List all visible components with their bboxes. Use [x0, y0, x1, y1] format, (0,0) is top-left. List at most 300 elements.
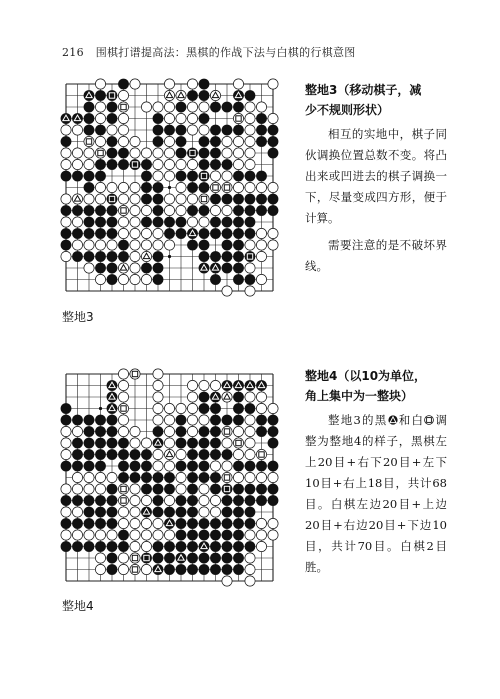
black-stone — [256, 205, 267, 216]
black-stone — [199, 472, 210, 483]
white-stone — [187, 415, 197, 425]
black-stone — [233, 461, 244, 472]
star-point — [168, 255, 171, 258]
white-stone — [72, 125, 82, 135]
white-stone — [245, 148, 255, 158]
black-stone — [84, 113, 95, 124]
white-stone — [187, 125, 197, 135]
black-stone — [153, 194, 164, 205]
white-stone — [268, 113, 278, 123]
white-stone — [118, 136, 128, 146]
black-stone — [107, 541, 118, 552]
white-stone — [233, 136, 243, 146]
black-stone — [107, 194, 118, 205]
black-stone — [199, 240, 210, 251]
section-3-title — [305, 80, 447, 120]
black-stone — [141, 472, 152, 483]
black-stone — [118, 148, 129, 159]
white-stone — [245, 113, 255, 123]
black-stone — [95, 518, 106, 529]
black-stone — [153, 251, 164, 262]
white-stone — [164, 159, 174, 169]
white-stone — [233, 449, 243, 459]
white-stone — [141, 564, 151, 574]
white-stone — [84, 530, 94, 540]
white-stone — [72, 159, 82, 169]
black-stone — [199, 113, 210, 124]
page-header — [62, 44, 356, 60]
white-stone — [153, 380, 163, 390]
white-stone — [222, 426, 232, 436]
black-stone — [118, 438, 129, 449]
black-stone — [199, 553, 210, 564]
white-stone — [256, 251, 266, 261]
black-stone — [210, 274, 221, 285]
white-stone — [164, 403, 174, 413]
black-stone — [107, 251, 118, 262]
black-stone — [268, 495, 279, 506]
black-stone — [210, 426, 221, 437]
black-stone — [187, 541, 198, 552]
white-stone — [199, 507, 209, 517]
white-stone — [256, 240, 266, 250]
black-stone — [245, 274, 256, 285]
black-stone — [107, 518, 118, 529]
white-stone — [268, 472, 278, 482]
white-stone — [187, 392, 197, 402]
white-stone — [130, 369, 140, 379]
black-stone — [210, 136, 221, 147]
black-stone — [222, 125, 233, 136]
black-stone — [233, 125, 244, 136]
white-stone — [153, 102, 163, 112]
white-stone — [210, 171, 220, 181]
black-stone — [233, 553, 244, 564]
white-stone — [130, 217, 140, 227]
white-stone — [187, 159, 197, 169]
black-stone — [233, 194, 244, 205]
white-stone — [130, 148, 140, 158]
white-stone — [164, 171, 174, 181]
white-stone — [164, 79, 174, 89]
black-stone — [84, 102, 95, 113]
black-stone — [176, 415, 187, 426]
white-stone — [61, 438, 71, 448]
white-stone — [245, 438, 255, 448]
white-stone — [130, 136, 140, 146]
white-stone — [164, 136, 174, 146]
black-stone — [118, 541, 129, 552]
white-stone — [176, 182, 186, 192]
white-stone — [118, 403, 128, 413]
white-stone — [72, 148, 82, 158]
black-stone — [222, 102, 233, 113]
black-stone — [233, 392, 244, 403]
black-stone — [256, 194, 267, 205]
black-stone — [72, 228, 83, 239]
black-stone — [107, 102, 118, 113]
white-stone — [164, 240, 174, 250]
white-stone — [164, 495, 174, 505]
white-stone — [153, 518, 163, 528]
section-3-title-line2: 少不规则形状） — [305, 103, 390, 117]
black-stone — [233, 403, 244, 414]
white-stone — [245, 263, 255, 273]
black-stone — [118, 530, 129, 541]
black-stone — [233, 217, 244, 228]
black-stone — [95, 228, 106, 239]
white-stone — [61, 507, 71, 517]
black-stone — [210, 564, 221, 575]
white-stone — [118, 484, 128, 494]
section-4-text — [305, 366, 447, 584]
white-stone — [233, 113, 243, 123]
black-stone — [164, 507, 175, 518]
white-stone — [210, 461, 220, 471]
black-stone — [176, 217, 187, 228]
white-stone — [153, 369, 163, 379]
black-stone — [176, 136, 187, 147]
white-stone — [210, 182, 220, 192]
black-stone — [199, 148, 210, 159]
white-stone — [245, 530, 255, 540]
white-stone — [176, 484, 186, 494]
white-stone — [95, 148, 105, 158]
black-stone — [61, 403, 72, 414]
black-stone — [176, 507, 187, 518]
section-4-text-mid: 和白 — [397, 413, 425, 427]
white-stone — [61, 251, 71, 261]
black-stone — [153, 125, 164, 136]
black-stone — [233, 507, 244, 518]
black-stone — [130, 461, 141, 472]
black-stone — [84, 426, 95, 437]
white-stone — [222, 148, 232, 158]
white-stone — [118, 518, 128, 528]
black-stone — [141, 194, 152, 205]
white-stone — [72, 217, 82, 227]
white-stone — [130, 426, 140, 436]
black-stone — [118, 79, 129, 90]
white-stone — [141, 228, 151, 238]
white-stone — [245, 576, 255, 586]
black-stone — [268, 461, 279, 472]
black-stone — [210, 530, 221, 541]
black-stone — [245, 171, 256, 182]
section-4-title-line2: 角上集中为一整块） — [305, 389, 414, 403]
black-stone — [268, 426, 279, 437]
white-stone — [141, 438, 151, 448]
black-stone — [256, 136, 267, 147]
white-stone — [187, 380, 197, 390]
white-stone — [222, 136, 232, 146]
black-stone — [256, 125, 267, 136]
white-stone — [245, 472, 255, 482]
white-stone — [130, 240, 140, 250]
black-stone — [222, 159, 233, 170]
white-stone — [107, 182, 117, 192]
white-stone — [199, 102, 209, 112]
black-stone — [222, 484, 233, 495]
black-stone — [95, 495, 106, 506]
section-4-text-start: 整地3的黑 — [328, 413, 388, 427]
white-stone — [118, 113, 128, 123]
white-stone — [164, 415, 174, 425]
white-stone — [141, 102, 151, 112]
black-stone — [233, 530, 244, 541]
black-stone — [233, 518, 244, 529]
black-stone — [130, 449, 141, 460]
black-stone — [72, 205, 83, 216]
black-stone — [233, 495, 244, 506]
white-stone — [153, 415, 163, 425]
black-stone — [164, 564, 175, 575]
black-stone — [268, 136, 279, 147]
section-3-text — [305, 80, 447, 283]
white-stone — [118, 495, 128, 505]
white-stone — [164, 461, 174, 471]
white-stone — [95, 182, 105, 192]
black-stone — [176, 171, 187, 182]
black-stone — [210, 518, 221, 529]
white-stone — [245, 240, 255, 250]
black-stone — [107, 205, 118, 216]
white-stone — [164, 148, 174, 158]
black-stone — [176, 518, 187, 529]
black-stone — [256, 426, 267, 437]
white-stone — [141, 205, 151, 215]
black-stone — [72, 518, 83, 529]
black-stone — [187, 171, 198, 182]
white-stone — [153, 530, 163, 540]
white-stone — [130, 274, 140, 284]
black-stone — [118, 251, 129, 262]
white-stone — [153, 159, 163, 169]
black-stone — [256, 415, 267, 426]
white-stone — [176, 403, 186, 413]
white-stone — [245, 182, 255, 192]
white-stone — [199, 495, 209, 505]
white-stone — [61, 159, 71, 169]
white-stone — [61, 125, 71, 135]
white-stone — [176, 194, 186, 204]
black-stone — [84, 251, 95, 262]
black-stone — [153, 472, 164, 483]
white-stone — [256, 472, 266, 482]
black-stone — [95, 263, 106, 274]
black-stone — [164, 484, 175, 495]
black-stone — [210, 125, 221, 136]
white-stone — [222, 438, 232, 448]
black-stone — [222, 507, 233, 518]
black-stone — [245, 251, 256, 262]
black-stone — [187, 148, 198, 159]
white-stone — [153, 148, 163, 158]
white-stone — [153, 449, 163, 459]
black-stone — [268, 148, 279, 159]
white-stone — [84, 240, 94, 250]
black-stone — [107, 136, 118, 147]
black-stone — [95, 541, 106, 552]
black-stone — [233, 415, 244, 426]
white-stone — [141, 530, 151, 540]
black-stone — [222, 415, 233, 426]
white-stone — [130, 182, 140, 192]
black-stone — [199, 426, 210, 437]
white-stone — [118, 380, 128, 390]
black-stone — [141, 159, 152, 170]
white-stone — [187, 426, 197, 436]
black-stone — [107, 217, 118, 228]
black-stone — [256, 484, 267, 495]
black-stone — [256, 171, 267, 182]
black-stone — [210, 228, 221, 239]
black-stone — [164, 217, 175, 228]
black-stone — [118, 240, 129, 251]
go-board-1-svg — [60, 78, 279, 297]
black-stone — [72, 461, 83, 472]
white-stone — [187, 403, 197, 413]
black-stone — [95, 217, 106, 228]
white-stone — [210, 507, 220, 517]
white-stone — [130, 495, 140, 505]
white-stone — [153, 171, 163, 181]
black-stone — [141, 182, 152, 193]
black-stone — [199, 449, 210, 460]
white-stone — [118, 553, 128, 563]
section-4-title — [305, 366, 447, 406]
black-stone — [141, 263, 152, 274]
black-stone — [141, 484, 152, 495]
black-stone — [130, 472, 141, 483]
section-3-paragraph-2: 需要注意的是不破坏界线。 — [305, 238, 447, 273]
black-stone — [153, 553, 164, 564]
black-stone — [107, 449, 118, 460]
white-stone — [118, 194, 128, 204]
white-stone — [164, 113, 174, 123]
black-stone — [141, 553, 152, 564]
white-stone — [61, 194, 71, 204]
black-stone — [245, 194, 256, 205]
white-stone — [118, 102, 128, 112]
white-stone — [130, 507, 140, 517]
black-stone — [176, 495, 187, 506]
black-stone — [256, 495, 267, 506]
black-stone — [245, 541, 256, 552]
black-stone — [176, 438, 187, 449]
black-stone — [153, 182, 164, 193]
white-stone — [153, 461, 163, 471]
black-stone — [233, 263, 244, 274]
black-stone — [84, 461, 95, 472]
white-stone — [130, 438, 140, 448]
white-stone — [84, 484, 94, 494]
white-stone — [222, 182, 232, 192]
black-stone — [222, 449, 233, 460]
white-stone — [72, 240, 82, 250]
white-stone — [233, 438, 243, 448]
white-stone — [164, 530, 174, 540]
black-stone — [199, 228, 210, 239]
black-stone — [176, 148, 187, 159]
black-stone — [153, 136, 164, 147]
white-stone — [141, 148, 151, 158]
white-stone — [199, 484, 209, 494]
black-stone — [72, 415, 83, 426]
white-stone — [256, 530, 266, 540]
white-stone — [72, 426, 82, 436]
white-stone — [199, 194, 209, 204]
black-triangle-stone-icon — [388, 415, 398, 425]
black-stone — [268, 125, 279, 136]
black-stone — [268, 205, 279, 216]
black-stone — [84, 205, 95, 216]
white-stone — [187, 113, 197, 123]
white-square-stone-icon — [424, 415, 434, 425]
black-stone — [187, 553, 198, 564]
white-stone — [61, 484, 71, 494]
white-stone — [268, 228, 278, 238]
black-stone — [222, 228, 233, 239]
black-stone — [118, 472, 129, 483]
white-stone — [84, 194, 94, 204]
black-stone — [222, 495, 233, 506]
white-stone — [141, 240, 151, 250]
black-stone — [187, 461, 198, 472]
black-stone — [199, 79, 210, 90]
white-stone — [164, 102, 174, 112]
black-stone — [210, 217, 221, 228]
black-stone — [107, 564, 118, 575]
black-stone — [268, 194, 279, 205]
white-stone — [176, 205, 186, 215]
black-stone — [245, 403, 256, 414]
white-stone — [268, 240, 278, 250]
go-board-2-svg — [60, 368, 279, 587]
white-stone — [95, 274, 105, 284]
white-stone — [245, 136, 255, 146]
white-stone — [84, 148, 94, 158]
white-stone — [233, 426, 243, 436]
black-stone — [187, 449, 198, 460]
black-stone — [107, 159, 118, 170]
black-stone — [95, 171, 106, 182]
white-stone — [153, 240, 163, 250]
black-stone — [72, 251, 83, 262]
white-stone — [118, 507, 128, 517]
white-stone — [187, 79, 197, 89]
section-3-paragraph-1: 相互的实地中，棋子同伙调换位置总数不变。将凸出来或凹进去的棋子调换一下，尽量变成四方形，便于计算。 — [305, 127, 447, 225]
black-stone — [95, 251, 106, 262]
black-stone — [61, 518, 72, 529]
black-stone — [95, 125, 106, 136]
white-stone — [187, 102, 197, 112]
white-stone — [95, 194, 105, 204]
black-stone — [245, 461, 256, 472]
white-stone — [245, 426, 255, 436]
white-stone — [256, 541, 266, 551]
black-stone — [107, 228, 118, 239]
black-stone — [268, 484, 279, 495]
black-stone — [153, 274, 164, 285]
white-stone — [95, 484, 105, 494]
section-4-text-rest: 调整为整地4的样子，黑棋左上20目+右下20目+左下10目+右上18目，共计68目。白棋左边20目+上边20目+右边20目+下边10目，共计70目。白棋2目胜。 — [305, 413, 448, 574]
black-stone — [233, 205, 244, 216]
black-stone — [164, 541, 175, 552]
black-stone — [199, 251, 210, 262]
black-stone — [107, 415, 118, 426]
white-stone — [130, 541, 140, 551]
